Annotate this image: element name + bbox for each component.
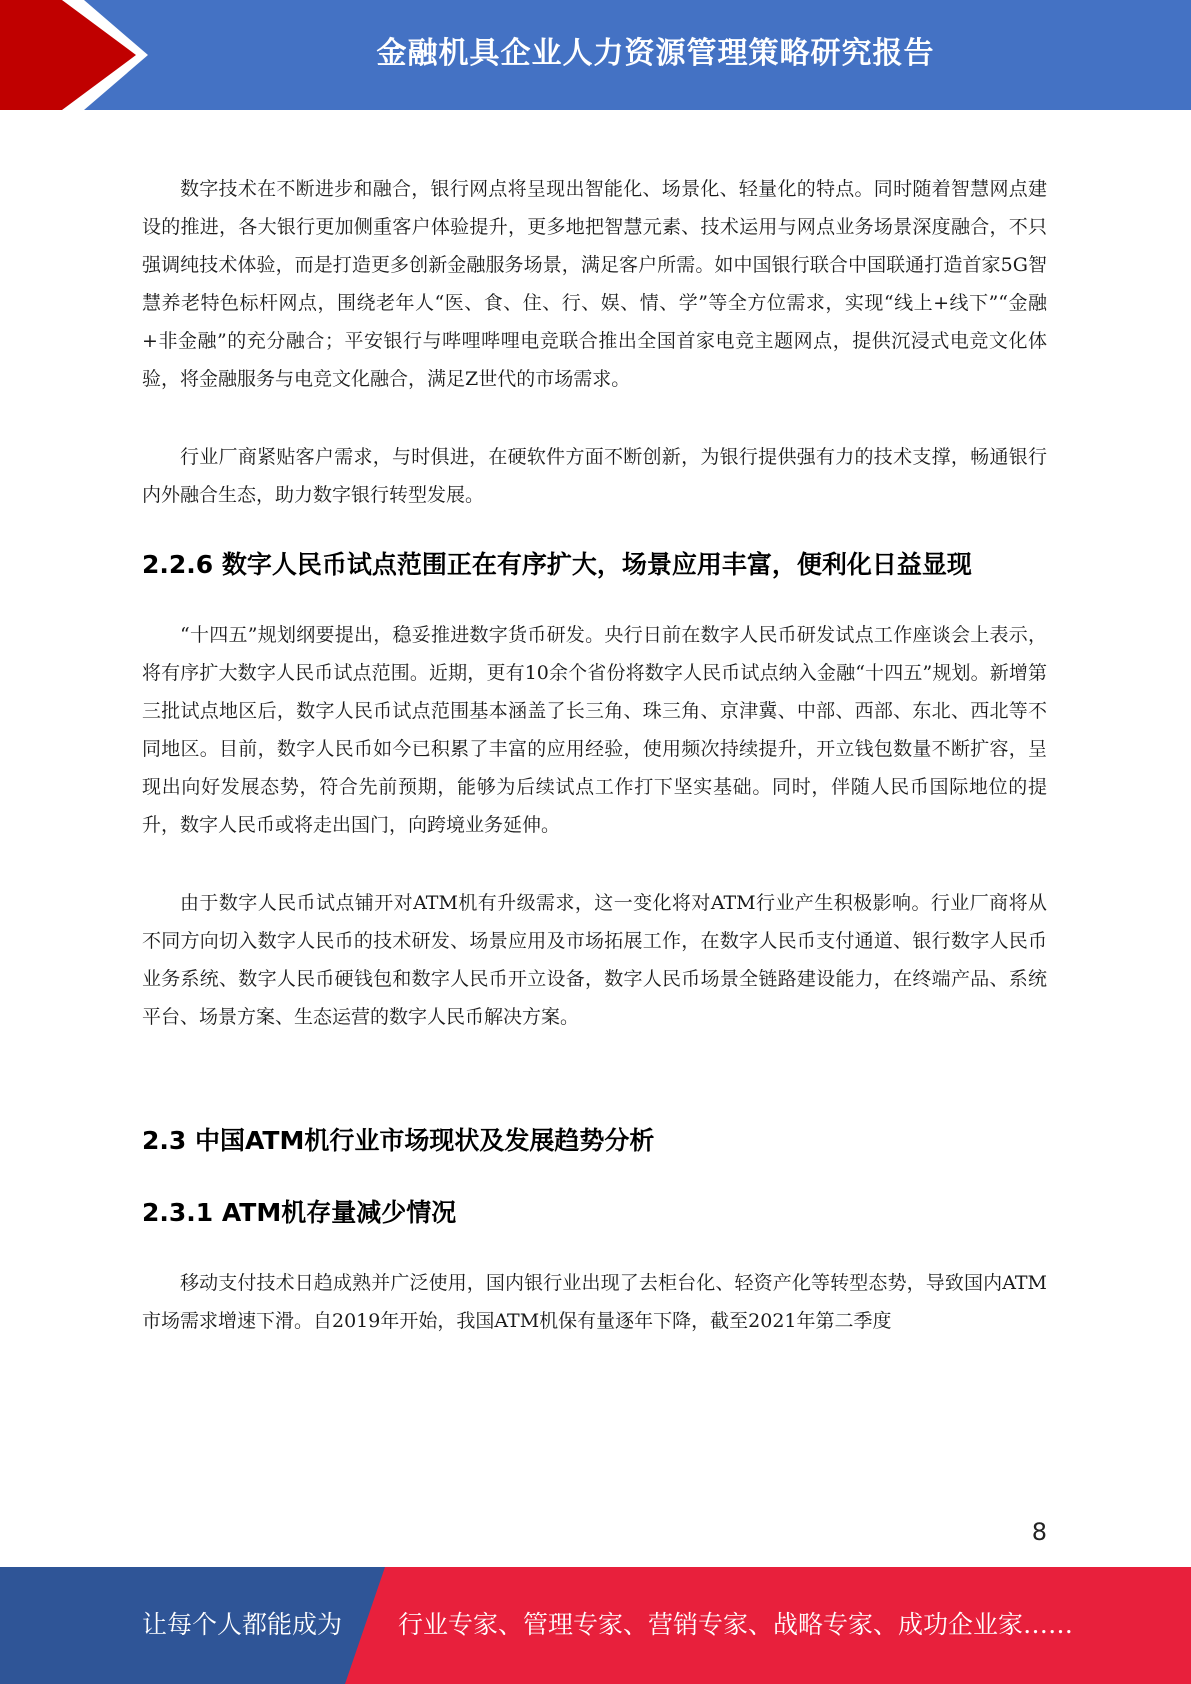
paragraph-atm-decline: 移动支付技术日趋成熟并广泛使用，国内银行业出现了去柜台化、轻资产化等转型态势，导致国内ATM市场需求增速下滑。自2019年开始，我国ATM机保有量逐年下降，截至2021年第二季度 <box>142 1272 1047 1332</box>
footer-slogan-right: 行业专家、管理专家、营销专家、战略专家、成功企业家…… <box>398 1610 1074 1639</box>
page-number: 8 <box>1031 1518 1047 1546</box>
paragraph-atm-upgrade: 由于数字人民币试点铺开对ATM机有升级需求，这一变化将对ATM行业产生积极影响。行业厂商将从不同方向切入数字人民币的技术研发、场景应用及市场拓展工作，在数字人民币支付通道、银行数字人民币业务系统、数字人民币硬钱包和数字人民币开立设备，数字人民币场景全链路建设能力，在终端产品、系统平台、场景方案、生态运营的数字人民币解决方案。 <box>142 892 1047 1028</box>
document-body <box>142 170 1047 1340</box>
paragraph-smart-branch: 数字技术在不断进步和融合，银行网点将呈现出智能化、场景化、轻量化的特点。同时随着智慧网点建设的推进，各大银行更加侧重客户体验提升，更多地把智慧元素、技术运用与网点业务场景深度融合，不只强调纯技术体验，而是打造更多创新金融服务场景，满足客户所需。如中国银行联合中国联通打造首家5G智慧养老特色标杆网点，围绕老年人“医、食、住、行、娱、情、学”等全方位需求，实现“线上+线下”“金融+非金融”的充分融合；平安银行与哔哩哔哩电竞联合推出全国首家电竞主题网点，提供沉浸式电竞文化体验，将金融服务与电竞文化融合，满足Z世代的市场需求。 <box>142 178 1047 390</box>
heading-2-2-6: 2.2.6 数字人民币试点范围正在有序扩大，场景应用丰富，便利化日益显现 <box>142 550 972 579</box>
paragraph-digital-rmb-pilot: “十四五”规划纲要提出，稳妥推进数字货币研发。央行日前在数字人民币研发试点工作座谈会上表示，将有序扩大数字人民币试点范围。近期，更有10余个省份将数字人民币试点纳入金融“十四五”规划。新增第三批试点地区后，数字人民币试点范围基本涵盖了长三角、珠三角、京津冀、中部、西部、东北、西北等不同地区。目前，数字人民币如今已积累了丰富的应用经验，使用频次持续提升，开立钱包数量不断扩容，呈现出向好发展态势，符合先前预期，能够为后续试点工作打下坚实基础。同时，伴随人民币国际地位的提升，数字人民币或将走出国门，向跨境业务延伸。 <box>142 624 1047 836</box>
paragraph-vendor-innovation: 行业厂商紧贴客户需求，与时俱进，在硬软件方面不断创新，为银行提供强有力的技术支撑，畅通银行内外融合生态，助力数字银行转型发展。 <box>142 446 1047 506</box>
footer-slogan-left: 让每个人都能成为 <box>142 1610 343 1639</box>
page-footer <box>0 1567 1191 1684</box>
heading-2-3: 2.3 中国ATM机行业市场现状及发展趋势分析 <box>142 1126 655 1155</box>
heading-2-3-1: 2.3.1 ATM机存量减少情况 <box>142 1198 457 1227</box>
page-header <box>0 0 1191 110</box>
report-title: 金融机具企业人力资源管理策略研究报告 <box>376 36 935 71</box>
